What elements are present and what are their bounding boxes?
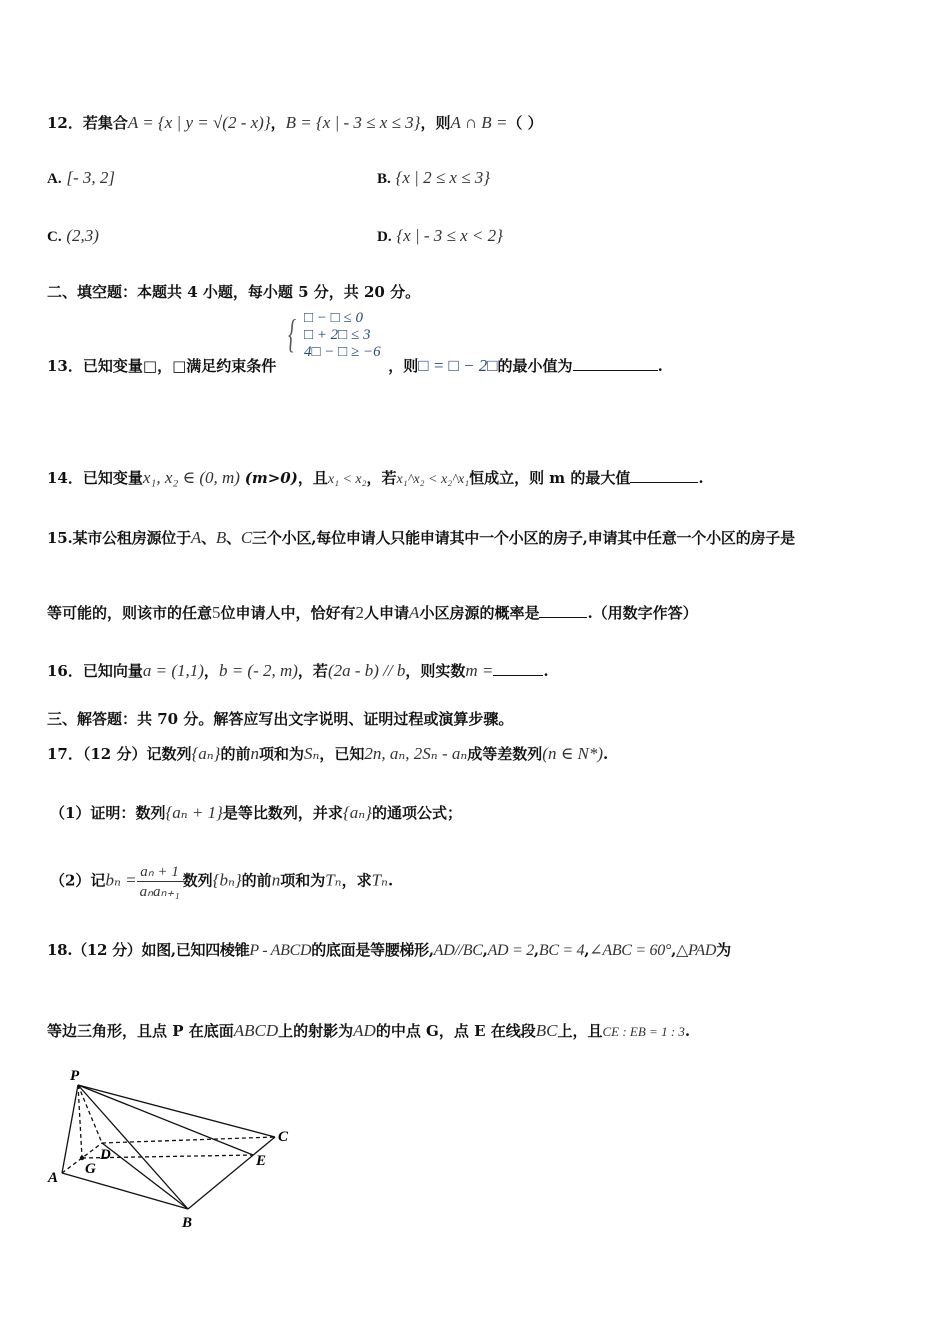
q14-suffix: 恒成立，则 m 的最大值 (469, 469, 631, 487)
q17-end: . (603, 745, 609, 763)
q15-n2: 2 (355, 603, 365, 622)
q18-ratio: CE : EB = 1 : 3 (602, 1024, 685, 1039)
q17-mid1: 的前 (220, 745, 251, 763)
edge-pb (78, 1085, 188, 1209)
q16-vector-a: a = (1,1) (142, 661, 204, 680)
q17-p1-seq2: {aₙ} (342, 803, 372, 822)
q14-vars: x₁, x₂ ∈ (0, m) (142, 468, 240, 487)
q18-l2-e: . (684, 1022, 691, 1040)
q17-p1-a: （1）证明：数列 (50, 804, 166, 822)
q18-bc: BC (535, 1021, 558, 1040)
q18-l2-b: 上的射影为 (278, 1022, 354, 1040)
q12-expr: A ∩ B = (450, 113, 508, 132)
option-b-value: {x | 2 ≤ x ≤ 3} (395, 168, 491, 187)
q15-prefix: 15.某市公租房源位于 (47, 529, 191, 547)
q12-option-d[interactable] (377, 226, 677, 246)
q17-p2-tn2: Tₙ (371, 870, 388, 890)
pyramid-figure (40, 1065, 310, 1240)
label-c: C (278, 1129, 289, 1145)
q17-p2-f: . (387, 871, 394, 890)
q12-set-a: A = {x | y = √(2 - x)} (127, 113, 271, 132)
q17-mid2: 项和为 (259, 745, 305, 763)
q16-answer-blank[interactable] (493, 661, 543, 676)
q17-p2-seq: {bₙ} (212, 870, 242, 890)
q15-line2-a: 等可能的，则该市的任意 (47, 604, 213, 622)
q13-then: ，则 (388, 357, 419, 375)
q13-var-2: □ (172, 357, 187, 375)
q18-c2: AD = 2 (487, 942, 534, 959)
q17-mid3: ，已知 (319, 745, 365, 763)
edge-pa (62, 1085, 78, 1173)
q18-ad: AD (353, 1021, 376, 1040)
edge-bd (102, 1143, 188, 1209)
option-d-label: D. (377, 229, 392, 245)
q18-l1-b: 的底面是等腰梯形, (311, 941, 434, 959)
q15-b: B (215, 528, 227, 547)
q14-if: ，若 (366, 469, 397, 487)
q15-line2-e: .（用数字作答） (587, 604, 698, 622)
q12-option-c[interactable] (47, 226, 347, 246)
q17-p2-e: ，求 (341, 871, 372, 890)
q12-option-a[interactable] (47, 168, 347, 188)
option-d-value: {x | - 3 ≤ x < 2} (396, 226, 503, 245)
q17-terms: 2n, aₙ, 2Sₙ - aₙ (364, 744, 468, 763)
q14-ineq2: x₁^x₂ < x₂^x₁ (396, 472, 470, 487)
q17-cond: (n ∈ N*) (542, 744, 604, 763)
q14-and: ，且 (297, 469, 328, 487)
q17-part-2 (50, 862, 950, 901)
q18-line-2 (47, 1020, 950, 1041)
edge-pg (78, 1085, 82, 1158)
q13-stem (47, 355, 950, 376)
q17-p2-a: （2）记 (50, 871, 106, 890)
q17-p1-b: 是等比数列，并求 (222, 804, 343, 822)
q16-var: m = (465, 661, 494, 680)
option-a-label: A. (47, 171, 62, 187)
q13-answer-blank[interactable] (573, 356, 658, 371)
q15-answer-blank[interactable] (539, 603, 587, 618)
q14-prefix: 14．已知变量 (47, 469, 143, 487)
option-c-label: C. (47, 229, 62, 245)
q13-constraint-system (284, 310, 381, 361)
q14-end: . (698, 469, 704, 487)
q17-p2-fraction (137, 862, 183, 901)
q17-p2-c: 的前 (241, 871, 272, 890)
q18-l1-c: 为 (716, 941, 731, 959)
q12-prefix: 12．若集合 (47, 114, 128, 132)
q13-brace: { (288, 311, 296, 356)
q15-a: A (190, 528, 202, 547)
q18-l1-a: 18.（12 分）如图,已知四棱锥 (47, 941, 250, 959)
section-2-heading: 二、填空题：本题共 4 小题，每小题 5 分，共 20 分。 (47, 283, 421, 301)
q18-l2-a: 等边三角形，且点 P 在底面 (47, 1022, 234, 1040)
label-d: D (100, 1147, 111, 1163)
q14-stem (47, 467, 950, 488)
q13-prefix: 13．已知变量 (47, 357, 143, 375)
edge-pc (78, 1085, 275, 1137)
q14-answer-blank[interactable] (630, 468, 698, 483)
q15-n5: 5 (212, 603, 221, 622)
q16-vector-b: b = (- 2, m) (218, 661, 298, 680)
q12-comma: ， (270, 114, 286, 132)
q18-line-1: 18.（12 分）如图,已知四棱锥P - ABCD的底面是等腰梯形,AD//BC,AD = 2,BC = 4,∠ABC = 60°,△PAD为 (47, 941, 731, 959)
q18-l2-c: 的中点 G，点 E 在线段 (375, 1022, 536, 1040)
q13-constraint-1: □ − □ ≤ 0 (304, 310, 363, 326)
q17-mid4: 成等差数列 (467, 745, 543, 763)
q16-end: . (543, 662, 549, 680)
q17-sn: Sₙ (304, 744, 320, 763)
q18-c1: AD//BC (433, 942, 483, 959)
label-a: A (48, 1170, 59, 1186)
q18-base: ABCD (233, 1021, 279, 1040)
label-p: P (70, 1068, 80, 1084)
q18-l2-d: 上，且 (557, 1022, 603, 1040)
q13-var-1: □ (142, 357, 158, 375)
q17-p1-c: 的通项公式； (371, 804, 462, 822)
q15-c: C (240, 528, 253, 547)
q16-suffix: ，则实数 (405, 662, 466, 680)
q15-line1-suffix: 三个小区,每位申请人只能申请其中一个小区的房子,申请其中任意一个小区的房子是 (252, 529, 795, 547)
q13-constraint-3: 4□ − □ ≥ −6 (304, 344, 381, 360)
option-b-label: B. (377, 171, 391, 187)
q18-c4: ∠ABC = 60° (589, 942, 672, 959)
q15-sep1: 、 (201, 529, 216, 547)
q12-paren: （ ） (507, 114, 543, 132)
q12-option-b[interactable] (377, 168, 677, 188)
q18-c5: △PAD (676, 942, 717, 959)
q17-p2-b: 数列 (182, 871, 213, 890)
q13-end: . (657, 357, 663, 375)
q15-sep2: 、 (226, 529, 241, 547)
q17-p2-bn: bₙ = (105, 870, 137, 890)
q17-seq: {aₙ} (191, 744, 221, 763)
q14-cond: (m>0) (244, 469, 298, 487)
option-a-value: [- 3, 2] (66, 168, 116, 187)
q16-cond: (2a - b) // b (327, 661, 406, 680)
q16-prefix: 16．已知向量 (47, 662, 143, 680)
q12-stem (47, 112, 950, 133)
q15-line2-d: 小区房源的概率是 (419, 604, 540, 622)
q13-sep: ， (157, 357, 173, 375)
q18-pyramid: P - ABCD (249, 942, 312, 959)
q13-constraint-2: □ + 2□ ≤ 3 (304, 327, 371, 343)
q15-line2-c: 人申请 (364, 604, 410, 622)
q17-p2-tn: Tₙ (325, 870, 342, 890)
q17-p2-n: n (271, 870, 281, 890)
q13-expr: □ = □ − 2□ (418, 356, 498, 375)
q17-prefix: 17．（12 分）记数列 (47, 745, 192, 763)
q17-part-1 (50, 802, 950, 823)
label-g: G (85, 1161, 96, 1177)
q16-stem (47, 660, 950, 681)
q15-a2: A (409, 603, 420, 622)
q13-suffix: 的最小值为 (497, 357, 573, 375)
q13-cond: 满足约束条件 (186, 357, 277, 375)
q15-line-1 (47, 527, 950, 548)
q15-line2-b: 位申请人中，恰好有 (220, 604, 356, 622)
edge-ab (62, 1173, 188, 1209)
q16-sep: ， (203, 662, 219, 680)
label-e: E (256, 1153, 267, 1169)
edge-bc (188, 1137, 275, 1209)
q18-c3: BC = 4 (538, 942, 585, 959)
q17-p1-seq: {aₙ + 1} (165, 803, 223, 822)
q12-mid: ，则 (420, 114, 451, 132)
q17-p2-denominator: aₙaₙ₊₁ (139, 884, 180, 900)
label-b: B (182, 1215, 193, 1231)
q17-stem (47, 743, 950, 764)
q15-line-2 (47, 602, 950, 623)
option-c-value: (2,3) (66, 226, 99, 245)
q17-p2-d: 项和为 (280, 871, 326, 890)
q17-p2-numerator: aₙ + 1 (137, 862, 183, 882)
section-3-heading: 三、解答题：共 70 分。解答应写出文字说明、证明过程或演算步骤。 (47, 710, 514, 728)
point-g (80, 1156, 84, 1160)
q14-ineq1: x₁ < x₂ (327, 472, 367, 487)
q17-n: n (250, 744, 259, 763)
q12-set-b: B = {x | - 3 ≤ x ≤ 3} (285, 113, 421, 132)
q16-if: ，若 (297, 662, 328, 680)
